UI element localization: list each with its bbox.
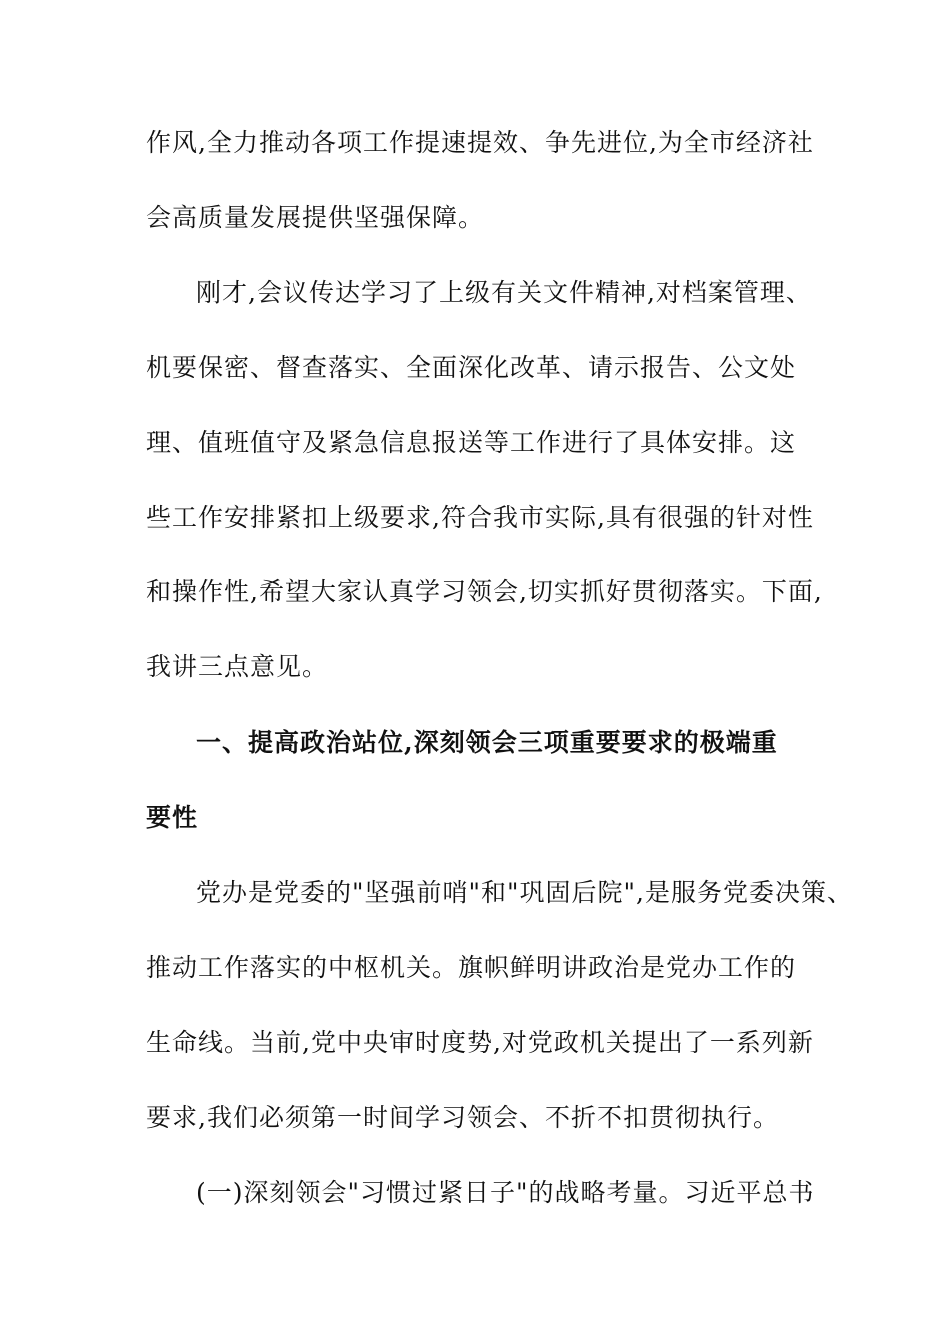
paragraph-line: 理、值班值守及紧急信息报送等工作进行了具体安排。这 xyxy=(146,428,797,457)
paragraph-line: 我讲三点意见。 xyxy=(146,652,329,681)
paragraph-line: 推动工作落实的中枢机关。旗帜鲜明讲政治是党办工作的 xyxy=(146,953,797,982)
paragraph-line: 作风,全力推动各项工作提速提效、争先进位,为全市经济社 xyxy=(146,128,814,157)
paragraph-line: 会高质量发展提供坚强保障。 xyxy=(146,203,485,232)
paragraph-line: 生命线。当前,党中央审时度势,对党政机关提出了一系列新 xyxy=(146,1028,814,1057)
subsection-heading: (一)深刻领会"习惯过紧日子"的战略考量。习近平总书 xyxy=(196,1178,815,1207)
section-heading: 一、提高政治站位,深刻领会三项重要要求的极端重 xyxy=(196,728,778,757)
paragraph-line: 些工作安排紧扣上级要求,符合我市实际,具有很强的针对性 xyxy=(146,503,814,532)
paragraph-line: 和操作性,希望大家认真学习领会,切实抓好贯彻落实。下面, xyxy=(146,577,823,606)
section-heading: 要性 xyxy=(146,803,199,832)
paragraph-line: 党办是党委的"坚强前哨"和"巩固后院",是服务党委决策、 xyxy=(196,878,853,907)
paragraph-line: 要求,我们必须第一时间学习领会、不折不扣贯彻执行。 xyxy=(146,1103,779,1132)
paragraph-line: 刚才,会议传达学习了上级有关文件精神,对档案管理、 xyxy=(196,278,812,307)
paragraph-line: 机要保密、督查落实、全面深化改革、请示报告、公文处 xyxy=(146,353,797,382)
